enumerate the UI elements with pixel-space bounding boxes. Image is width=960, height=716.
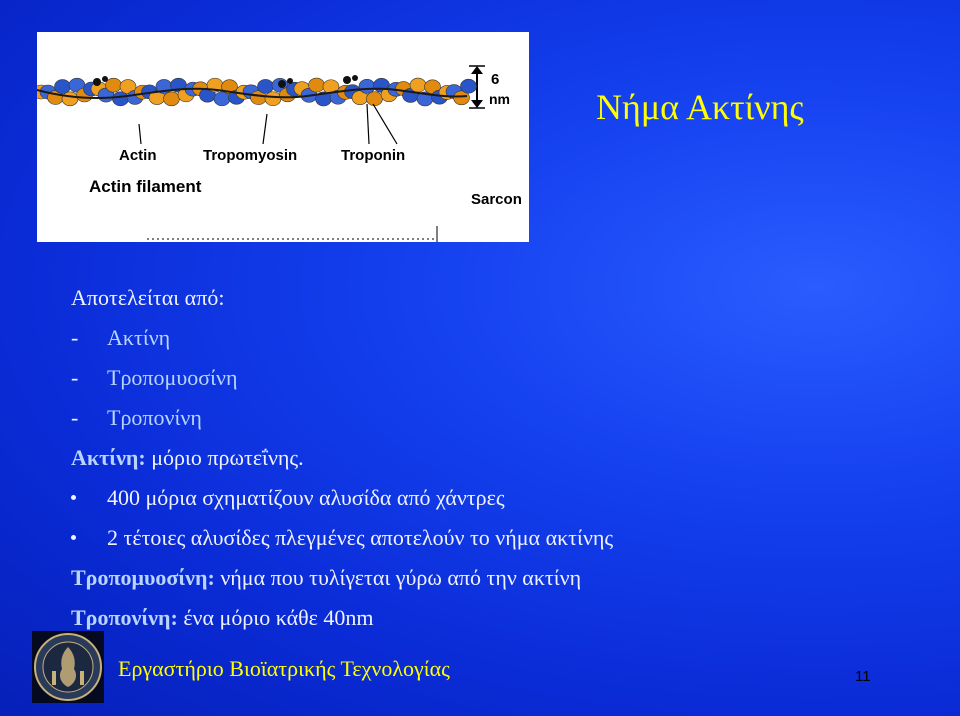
actin-monomer-bead xyxy=(214,92,230,106)
actin-monomer-bead xyxy=(359,79,375,93)
troponin-complex xyxy=(287,78,293,84)
intro-line xyxy=(71,278,931,318)
bullet-text: 400 μόρια σχηματίζουν αλυσίδα από χάντρες xyxy=(107,485,505,510)
page-number: 11 xyxy=(855,668,871,685)
bullet-item xyxy=(71,478,931,518)
list-item xyxy=(71,398,931,438)
troponin-label: Troponin xyxy=(341,147,406,164)
tropomyosin-term: Τροπομυοσίνη: xyxy=(71,565,215,590)
tropomyosin-label: Tropomyosin xyxy=(203,147,298,164)
troponin-definition xyxy=(71,598,931,638)
list-item-label: Τροπονίνη xyxy=(107,405,202,430)
actin-term: Ακτίνη: xyxy=(71,445,146,470)
actin-monomer-bead xyxy=(367,92,383,106)
actin-filament-figure xyxy=(37,32,529,242)
actin-filament-diagram xyxy=(37,32,529,242)
list-item xyxy=(71,358,931,398)
tropomyosin-definition xyxy=(71,558,931,598)
actin-monomer-bead xyxy=(309,78,325,92)
actin-monomer-bead xyxy=(410,78,426,92)
actin-label: Actin xyxy=(119,147,157,164)
intro-text: Αποτελείται από: xyxy=(71,285,225,310)
bullet-dot-icon xyxy=(71,535,76,540)
troponin-complex xyxy=(102,76,108,82)
troponin-term: Τροπονίνη: xyxy=(71,605,178,630)
footer-lab-name: Εργαστήριο Βιοϊατρικής Τεχνολογίας xyxy=(118,656,450,681)
scale-unit-label: nm xyxy=(489,91,510,107)
actin-monomer-bead xyxy=(265,92,281,106)
actin-monomer-bead xyxy=(258,79,274,93)
bullet-dot-icon xyxy=(71,495,76,500)
seal-emblem-icon xyxy=(32,631,104,703)
list-item-label: Τροπομυοσίνη xyxy=(107,365,238,390)
actin-monomer-bead xyxy=(55,80,71,94)
slide-title: Νήμα Ακτίνης xyxy=(596,87,804,127)
list-item xyxy=(71,318,931,358)
list-item-label: Ακτίνη xyxy=(107,325,171,350)
scale-value-label: 6 xyxy=(491,71,500,88)
slide-content xyxy=(71,278,931,638)
actin-definition xyxy=(71,438,931,478)
troponin-complex xyxy=(352,75,358,81)
dash-marker: - xyxy=(71,325,79,350)
sarcomere-label: Sarcon xyxy=(471,191,522,208)
actin-monomer-bead xyxy=(164,92,180,106)
actin-monomer-bead xyxy=(106,78,122,92)
university-seal-logo xyxy=(32,631,104,703)
actin-monomer-bead xyxy=(461,79,477,93)
actin-monomer-bead xyxy=(113,92,129,106)
actin-monomer-bead xyxy=(62,92,78,106)
troponin-complex xyxy=(278,80,286,88)
actin-filament-label: Actin filament xyxy=(89,177,202,196)
actin-definition-text: μόριο πρωτεΐνης. xyxy=(151,445,304,470)
troponin-complex xyxy=(93,78,101,86)
bullet-text: 2 τέτοιες αλυσίδες πλεγμένες αποτελούν το νήμα ακτίνης xyxy=(107,525,614,550)
tropomyosin-definition-text: νήμα που τυλίγεται γύρω από την ακτίνη xyxy=(220,565,582,590)
dash-marker: - xyxy=(71,405,79,430)
dash-marker: - xyxy=(71,365,79,390)
troponin-definition-text: ένα μόριο κάθε 40nm xyxy=(183,605,374,630)
bullet-item xyxy=(71,518,931,558)
troponin-complex xyxy=(343,76,351,84)
